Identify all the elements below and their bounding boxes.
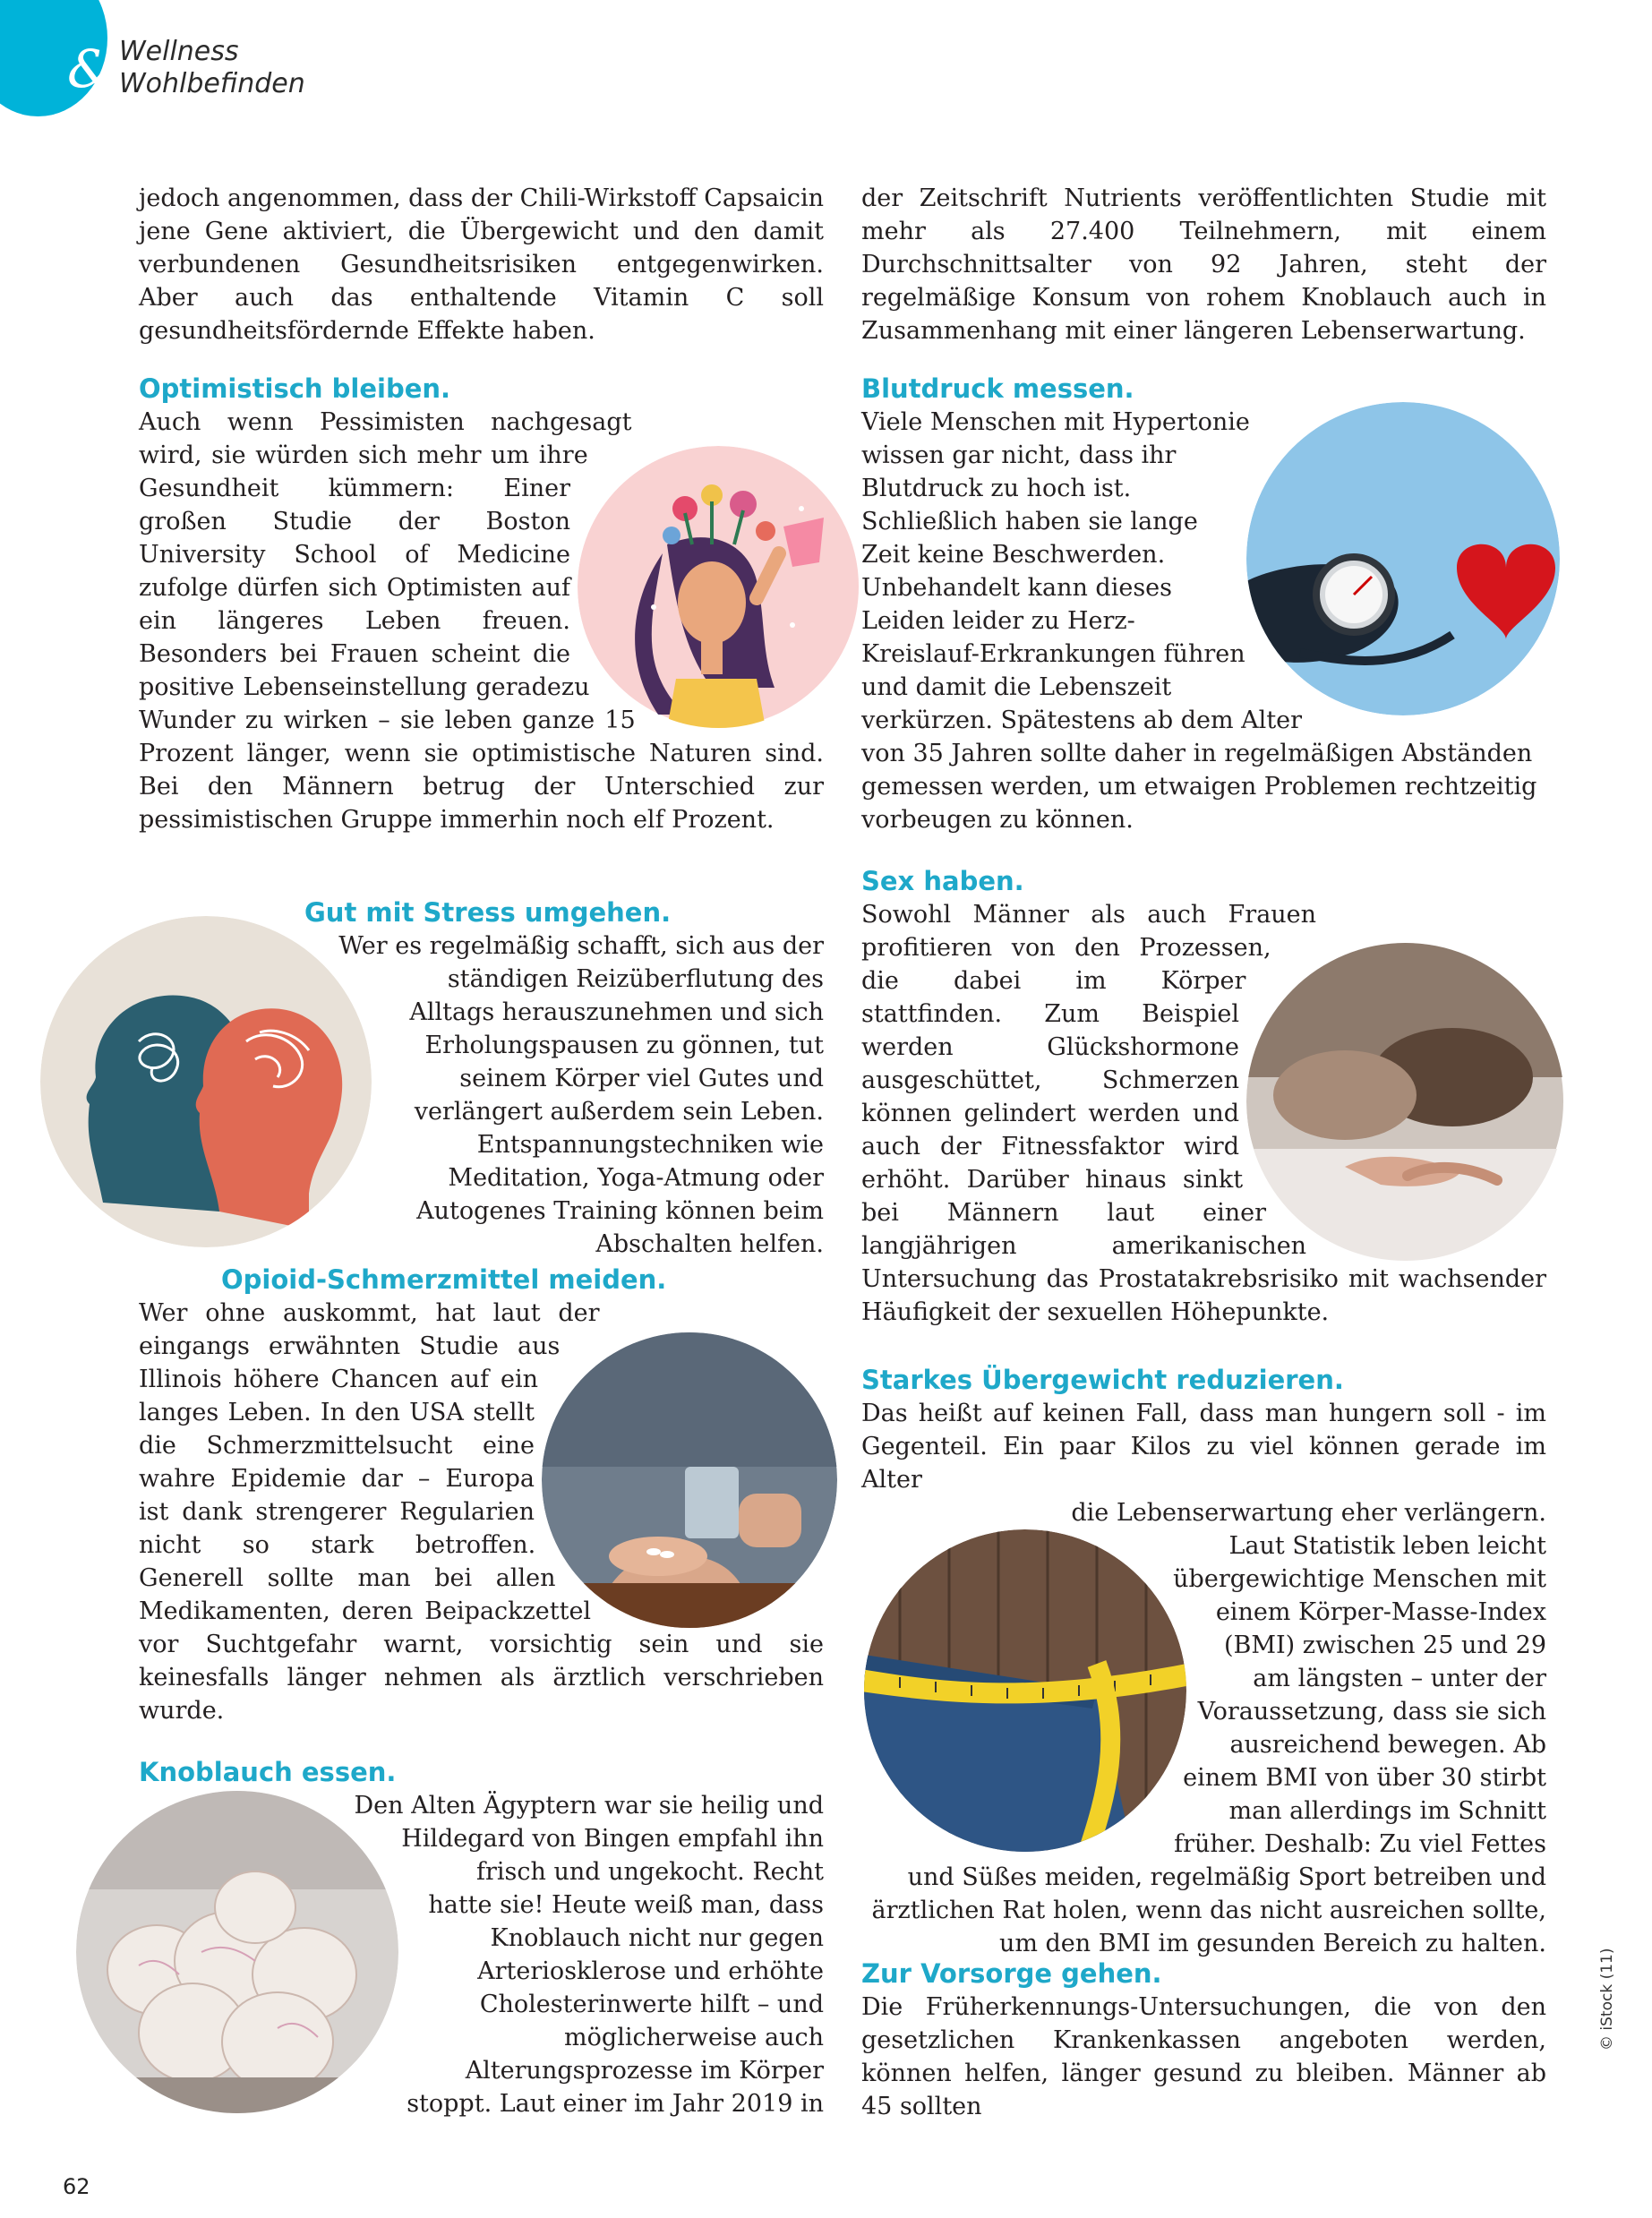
right-intro-paragraph: der Zeitschrift Nutrients veröffentlichten Studie mit mehr als 27.400 Teilnehmern, mit einem Durchschnittsalter von 92 Jahren, steht der regelmäßige Konsum von rohem Knoblauch auch in Zusammenhang mit einer längeren Lebenserwartung. (861, 184, 1546, 345)
weight-text-c: Laut Statistik leben leicht übergewichtige Menschen mit einem Körper-Masse-Index (BMI) zwischen 25 und 29 am längsten – unter der Voraussetzung, dass sie sich ausreichend bewegen. Ab einem BMI von über 30 stirbt man allerdings im Schnitt früher. Deshalb: Zu viel Fettes und Süßes meiden, regelmäßig Sport betreiben und ärztlichen Rat holen, wenn das nicht ausreichen sollte, um den BMI im gesunden Bereich zu halten. (871, 1532, 1546, 1957)
section-title (119, 36, 305, 100)
measuring-tape-photo (864, 1529, 1186, 1852)
garlic-photo (76, 1791, 398, 2113)
weight-text-a: Das heißt auf keinen Fall, dass man hungern soll - im Gegenteil. Ein paar Kilos zu viel können gerade im Alter (861, 1400, 1546, 1494)
blood-section (861, 372, 1546, 836)
left-column-intro (139, 182, 824, 347)
opioid-section (139, 1263, 824, 1727)
optimism-heading: Optimistisch bleiben. (139, 373, 451, 404)
weight-section (861, 1363, 1546, 1960)
blood-heading: Blutdruck messen. (861, 373, 1134, 404)
stress-illustration (40, 916, 372, 1247)
section-title-line1: Wellness (119, 36, 239, 67)
opioid-heading: Opioid-Schmerzmittel meiden. (221, 1264, 667, 1295)
checkup-text: Die Früherkennungs-Untersuchungen, die von den gesetzlichen Krankenkassen angeboten werden, können helfen, länger gesund zu bleiben. Männer ab 45 sollten (861, 1993, 1546, 2120)
sex-text: Sowohl Männer als auch Frauen profitieren von den Prozessen, die dabei im Körper stattfinden. Zum Beispiel werden Glückshormone ausgeschüttet, Schmerzen können gelindert werden und auch der Fitnessfaktor wird erhöht. Darüber hinaus sinkt bei Männern laut einer langjährigen amerikanischen Untersuchung das Prostatakrebsrisiko mit wachsender Häufigkeit der sexuellen Höhepunkte. (861, 901, 1546, 1326)
optimism-text: Auch wenn Pessimisten nachgesagt wird, sie würden sich mehr um ihre Gesundheit kümmern: Einer großen Studie der Boston University School of Medicine zufolge dürfen sich Optimisten auf ein längeres Leben freuen. Besonders bei Frauen scheint die positive Lebenseinstellung geradezu Wunder zu wirken – sie leben ganze 15 Prozent länger, wenn sie optimistische Naturen sind. Bei den Männern betrug der Unterschied zur pessimistischen Gruppe immerhin noch elf Prozent. (139, 408, 824, 834)
stress-section (139, 895, 824, 1261)
stress-heading: Gut mit Stress umgehen. (304, 897, 672, 928)
blood-pressure-photo (1246, 402, 1560, 715)
optimism-section (139, 372, 824, 836)
checkup-section (861, 1957, 1546, 2123)
sex-section (861, 864, 1546, 1329)
stress-text: Wer es regelmäßig schafft, sich aus der ständigen Reizüberflutung des Alltags herauszunehmen und sich Erholungspausen zu gönnen, tut seinem Körper viel Gutes und verlängert außerdem sein Leben. Entspannungstechniken wie Meditation, Yoga-Atmung oder Autogenes Training können beim Abschalten helfen. (338, 932, 824, 1258)
sex-heading: Sex haben. (861, 866, 1024, 896)
weight-heading: Starkes Übergewicht reduzieren. (861, 1365, 1344, 1395)
weight-text-b: die Lebenserwartung eher verlängern. (1071, 1499, 1546, 1527)
header-ampersand: & (67, 39, 114, 99)
photo-credit: © iStock (11) (1598, 1948, 1616, 2051)
couple-photo (1246, 943, 1564, 1261)
section-title-line2: Wohlbefinden (119, 68, 305, 99)
checkup-heading: Zur Vorsorge gehen. (861, 1958, 1162, 1989)
intro-paragraph: jedoch angenommen, dass der Chili-Wirkstoff Capsaicin jene Gene aktiviert, die Übergewicht und den damit verbundenen Gesundheitsrisiken entgegenwirken. Aber auch das enthaltende Vitamin C soll gesundheitsfördernde Effekte haben. (139, 184, 824, 345)
blood-text: Viele Menschen mit Hypertonie wissen gar nicht, dass ihr Blutdruck zu hoch ist. Schließlich haben sie lange Zeit keine Beschwerden. Unbehandelt kann dieses Leiden leider zu Herz-Kreislauf-Erkrankungen führen und damit die Lebenszeit verkürzen. Spätestens ab dem Alter von 35 Jahren sollte daher in regelmäßigen Abständen gemessen werden, um etwaigen Problemen rechtzeitig vorbeugen zu können. (861, 408, 1537, 834)
garlic-text: Den Alten Ägyptern war sie heilig und Hildegard von Bingen empfahl ihn frisch und ungekocht. Recht hatte sie! Heute weiß man, dass Knoblauch nicht nur gegen Arteriosklerose und erhöhte Cholesterinwerte hilft – und möglicherweise auch Alterungsprozesse im Körper stoppt. Laut einer im Jahr 2019 in (354, 1792, 824, 2118)
opioid-text: Wer ohne auskommt, hat laut der eingangs erwähnten Studie aus Illinois höhere Chancen auf ein langes Leben. In den USA stellt die Schmerzmittelsucht eine wahre Epidemie dar – Europa ist dank strengerer Regularien nicht so stark betroffen. Generell sollte man bei allen Medikamenten, deren Beipackzettel vor Suchtgefahr warnt, vorsichtig sein und sie keinesfalls länger nehmen als ärztlich verschrieben wurde. (139, 1299, 824, 1725)
optimism-illustration (578, 446, 860, 728)
garlic-section (139, 1755, 824, 2120)
right-column-intro (861, 182, 1546, 347)
opioid-photo (542, 1332, 837, 1628)
page-number: 62 (63, 2174, 90, 2199)
garlic-heading: Knoblauch essen. (139, 1757, 397, 1787)
